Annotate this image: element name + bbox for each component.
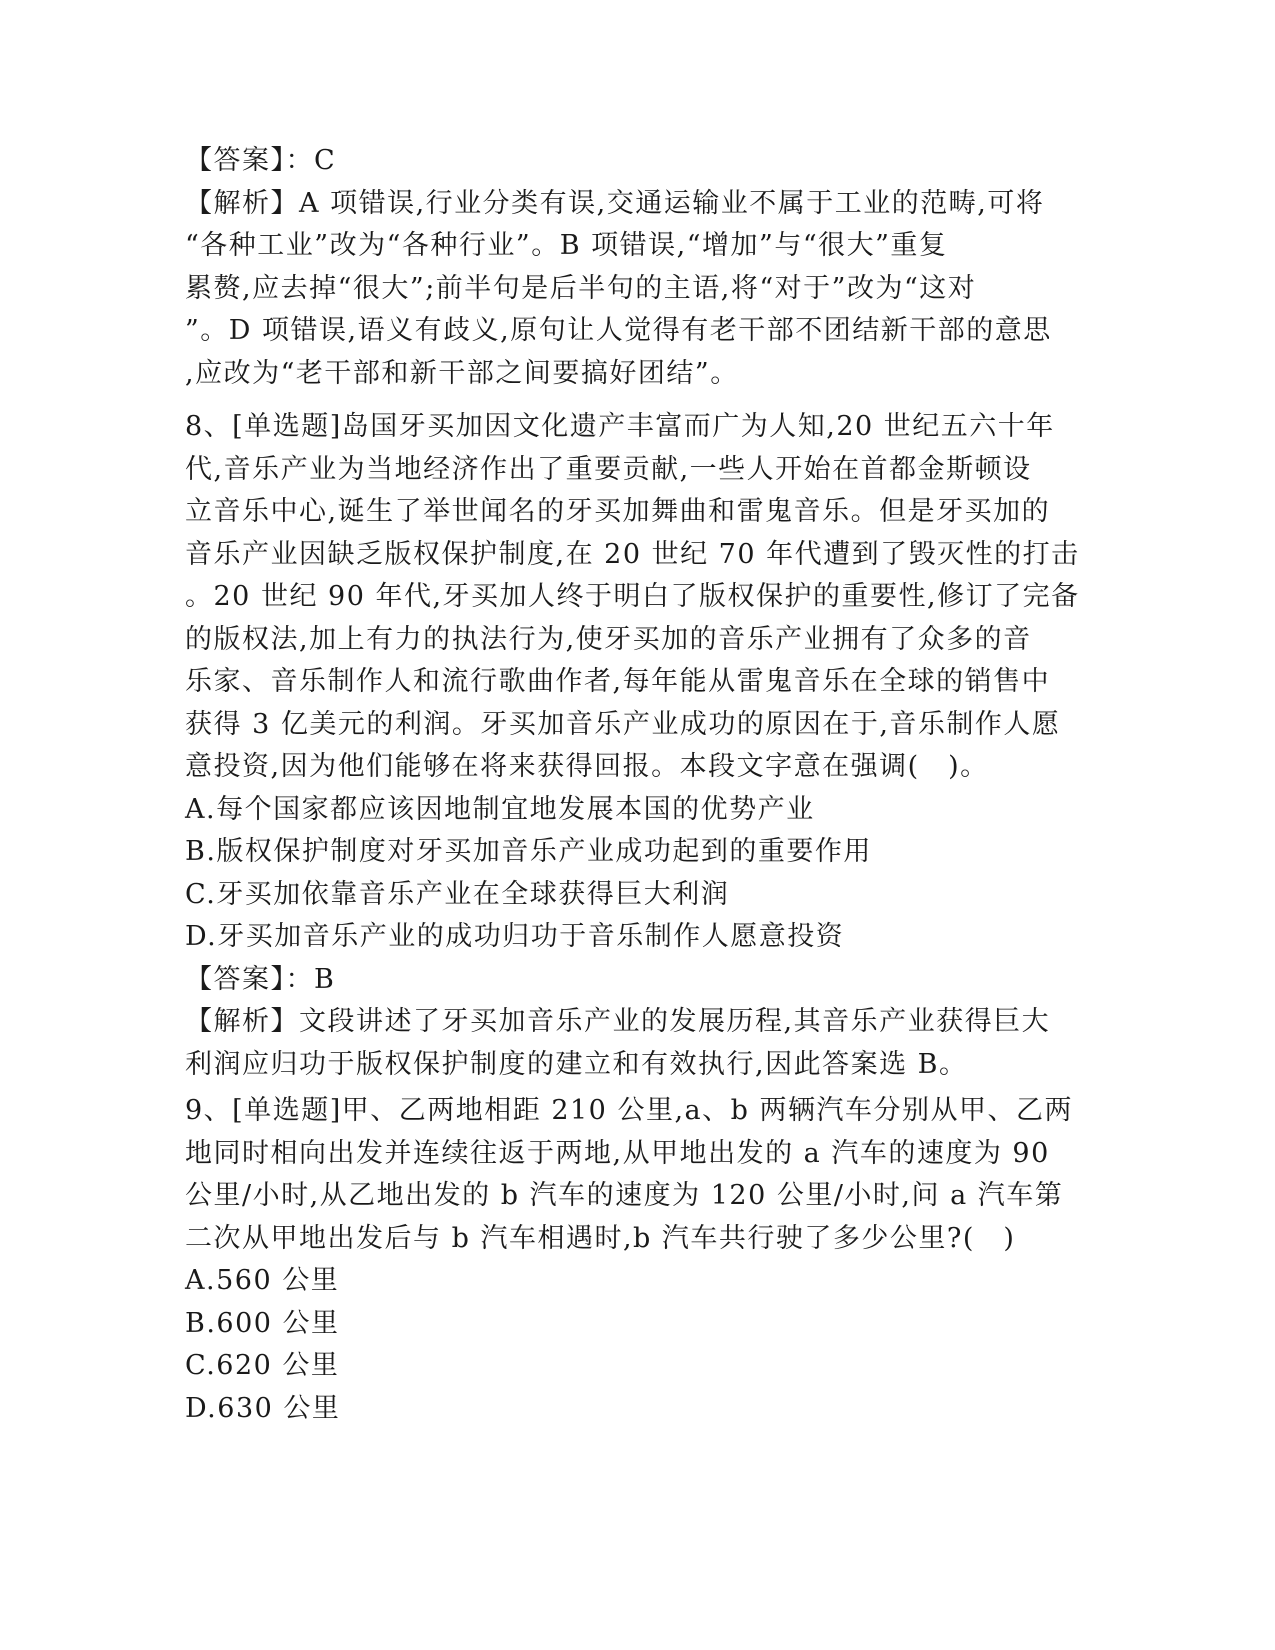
q8-stem-line: 8、[单选题]岛国牙买加因文化遗产丰富而广为人知,20 世纪五六十年 (185, 411, 1055, 442)
q7-analysis-line: 累赘,应去掉“很大”;前半句是后半句的主语,将“对于”改为“这对 (185, 272, 977, 304)
q7-answer-section (185, 140, 1085, 395)
q8-stem-line: 代,音乐产业为当地经济作出了重要贡献,一些人开始在首都金斯顿设 (185, 453, 1032, 485)
q7-analysis-line: 【解析】A 项错误,行业分类有误,交通运输业不属于工业的范畴,可将 (185, 187, 1045, 219)
question-9 (185, 1090, 1085, 1430)
q8-option-a: A.每个国家都应该因地制宜地发展本国的优势产业 (185, 793, 815, 825)
q7-analysis-line: ”。D 项错误,语义有歧义,原句让人觉得有老干部不团结新干部的意思 (185, 315, 1052, 346)
q9-option-b: B.600 公里 (185, 1307, 340, 1339)
q8-stem-line: 乐家、音乐制作人和流行歌曲作者,每年能从雷鬼音乐在全球的销售中 (185, 666, 1051, 697)
q8-stem-line: 获得 3 亿美元的利润。牙买加音乐产业成功的原因在于,音乐制作人愿 (185, 708, 1061, 740)
q7-analysis-line: “各种工业”改为“各种行业”。B 项错误,“增加”与“很大”重复 (185, 230, 948, 261)
q8-option-c: C.牙买加依靠音乐产业在全球获得巨大利润 (185, 878, 730, 910)
q8-stem-line: 立音乐中心,诞生了举世闻名的牙买加舞曲和雷鬼音乐。但是牙买加的 (185, 496, 1051, 527)
q8-answer: 【答案】：B (185, 963, 336, 995)
q7-answer: 【答案】：C (185, 145, 337, 176)
q9-stem-line: 公里/小时,从乙地出发的 b 汽车的速度为 120 公里/小时,问 a 汽车第 (185, 1180, 1064, 1211)
q9-stem-line: 二次从甲地出发后与 b 汽车相遇时,b 汽车共行驶了多少公里?( ) (185, 1222, 1016, 1254)
q9-stem-line: 地同时相向出发并连续往返于两地,从甲地出发的 a 汽车的速度为 90 (185, 1137, 1050, 1169)
q8-analysis-line: 利润应归功于版权保护制度的建立和有效执行,因此答案选 B。 (185, 1048, 968, 1080)
q8-stem-line: 。20 世纪 90 年代,牙买加人终于明白了版权保护的重要性,修订了完备 (185, 581, 1080, 612)
q7-analysis-line: ,应改为“老干部和新干部之间要搞好团结”。 (185, 357, 739, 389)
q9-stem-line: 9、[单选题]甲、乙两地相距 210 公里,a、b 两辆汽车分别从甲、乙两 (185, 1095, 1073, 1126)
question-8 (185, 406, 1085, 1086)
q8-stem-line: 的版权法,加上有力的执法行为,使牙买加的音乐产业拥有了众多的音 (185, 623, 1032, 655)
q9-option-a: A.560 公里 (185, 1265, 340, 1296)
q8-stem-line: 音乐产业因缺乏版权保护制度,在 20 世纪 70 年代遭到了毁灭性的打击 (185, 538, 1080, 570)
q8-option-d: D.牙买加音乐产业的成功归功于音乐制作人愿意投资 (185, 921, 845, 952)
q8-analysis-line: 【解析】文段讲述了牙买加音乐产业的发展历程,其音乐产业获得巨大 (185, 1006, 1051, 1037)
q8-option-b: B.版权保护制度对牙买加音乐产业成功起到的重要作用 (185, 836, 872, 867)
q9-option-d: D.630 公里 (185, 1392, 341, 1424)
q9-option-c: C.620 公里 (185, 1350, 340, 1381)
q8-stem-line: 意投资,因为他们能够在将来获得回报。本段文字意在强调( )。 (185, 751, 989, 782)
